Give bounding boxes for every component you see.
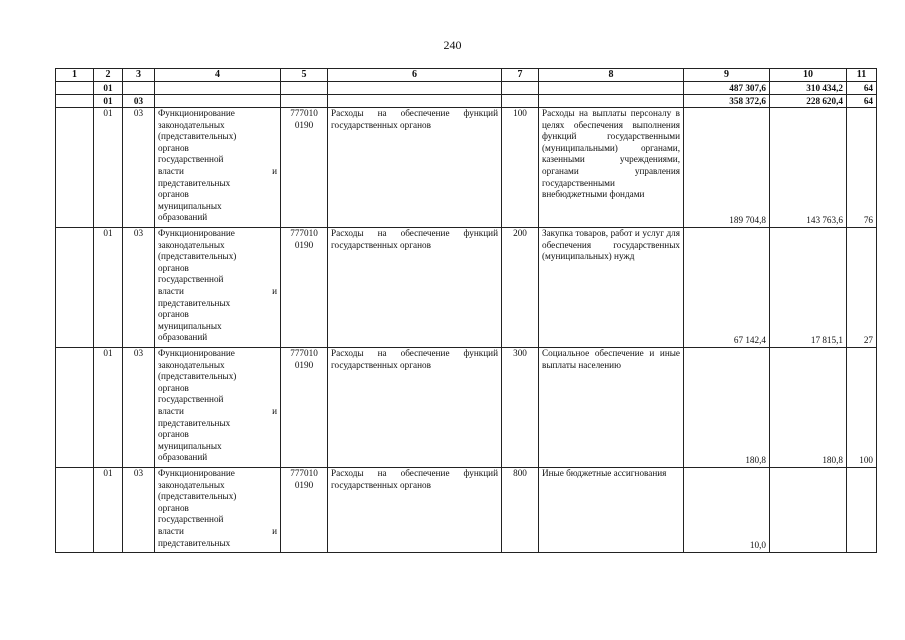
execution-percent <box>847 468 877 553</box>
summary-cell <box>281 82 328 95</box>
subsection-code: 03 <box>123 348 155 468</box>
subsection-code: 03 <box>123 108 155 228</box>
section-name-line: органов <box>158 189 189 200</box>
summary-cell <box>56 95 94 108</box>
section-name-line: муниципальных <box>158 320 222 331</box>
planned-amount: 10,0 <box>684 468 770 553</box>
section-name-line: образований <box>158 212 208 223</box>
summary-cell <box>328 95 502 108</box>
page-number: 240 <box>443 38 462 52</box>
section-name-line: власти и <box>158 405 277 416</box>
column-header: 6 <box>328 69 502 82</box>
section-name <box>155 228 281 348</box>
section-name-line: органов <box>158 429 189 440</box>
article-name: Расходы на обеспечение функций государственных органов <box>328 468 502 553</box>
execution-percent: 100 <box>847 348 877 468</box>
executed-amount: 310 434,2 <box>770 82 847 95</box>
table-cell <box>56 108 94 228</box>
section-name-line: органов <box>158 142 189 153</box>
summary-cell <box>539 82 684 95</box>
section-code: 01 <box>94 228 123 348</box>
expense-type-name: Закупка товаров, работ и услуг для обеспечения государственных (муниципальных) нужд <box>539 228 684 348</box>
section-name-line: образований <box>158 452 208 463</box>
column-header: 5 <box>281 69 328 82</box>
section-name-line: органов <box>158 309 189 320</box>
summary-row <box>56 82 877 95</box>
target-article-code <box>281 468 328 553</box>
code-line: 0190 <box>294 119 314 130</box>
summary-cell <box>539 95 684 108</box>
section-name-line: законодательных <box>158 239 225 250</box>
section-name-line: образований <box>158 332 208 343</box>
expense-type-code: 200 <box>502 228 539 348</box>
budget-table <box>55 68 877 553</box>
table-cell <box>56 228 94 348</box>
section-name-line: власти и <box>158 525 277 536</box>
table-row <box>56 228 877 348</box>
execution-percent: 76 <box>847 108 877 228</box>
section-name-line: (представительных) <box>158 251 237 262</box>
section-name-line: Функционирование <box>158 348 235 358</box>
code-line: 777010 <box>290 348 318 358</box>
section-name-line: власти и <box>158 285 277 296</box>
section-name-line: власти и <box>158 165 277 176</box>
column-header: 10 <box>770 69 847 82</box>
executed-amount: 143 763,6 <box>770 108 847 228</box>
planned-amount: 67 142,4 <box>684 228 770 348</box>
executed-amount: 228 620,4 <box>770 95 847 108</box>
column-header: 8 <box>539 69 684 82</box>
section-name-line: Функционирование <box>158 228 235 238</box>
column-header: 4 <box>155 69 281 82</box>
target-article-code <box>281 228 328 348</box>
section-code: 01 <box>94 82 123 95</box>
section-code: 01 <box>94 348 123 468</box>
summary-cell <box>502 82 539 95</box>
expense-type-code: 800 <box>502 468 539 553</box>
execution-percent: 64 <box>847 95 877 108</box>
section-name-line: государственной <box>158 154 224 165</box>
section-name-line: представительных <box>158 537 231 548</box>
section-name-line: (представительных) <box>158 131 237 142</box>
article-name: Расходы на обеспечение функций государственных органов <box>328 228 502 348</box>
section-name-line: Функционирование <box>158 108 235 118</box>
subsection-code <box>123 82 155 95</box>
summary-cell <box>502 95 539 108</box>
section-name-line: законодательных <box>158 479 225 490</box>
code-line: 777010 <box>290 468 318 478</box>
column-header: 11 <box>847 69 877 82</box>
summary-row <box>56 95 877 108</box>
code-line: 0190 <box>294 359 314 370</box>
section-name-line: представительных <box>158 417 231 428</box>
section-name <box>155 108 281 228</box>
section-name-line: законодательных <box>158 359 225 370</box>
executed-amount: 17 815,1 <box>770 228 847 348</box>
planned-amount: 358 372,6 <box>684 95 770 108</box>
header-row <box>56 69 877 82</box>
section-name-line: представительных <box>158 297 231 308</box>
column-header: 1 <box>56 69 94 82</box>
summary-cell <box>328 82 502 95</box>
summary-cell <box>155 95 281 108</box>
subsection-code: 03 <box>123 95 155 108</box>
section-name-line: органов <box>158 502 189 513</box>
section-name-line: органов <box>158 382 189 393</box>
column-header: 7 <box>502 69 539 82</box>
code-line: 777010 <box>290 108 318 118</box>
column-header: 9 <box>684 69 770 82</box>
expense-type-name: Социальное обеспечение и иные выплаты населению <box>539 348 684 468</box>
table-row <box>56 108 877 228</box>
article-name: Расходы на обеспечение функций государственных органов <box>328 348 502 468</box>
target-article-code <box>281 108 328 228</box>
section-name <box>155 468 281 553</box>
section-code: 01 <box>94 468 123 553</box>
planned-amount: 487 307,6 <box>684 82 770 95</box>
section-name-line: государственной <box>158 514 224 525</box>
expense-type-name: Иные бюджетные ассигнования <box>539 468 684 553</box>
section-name-line: представительных <box>158 177 231 188</box>
section-name-line: муниципальных <box>158 440 222 451</box>
subsection-code: 03 <box>123 228 155 348</box>
section-name-line: (представительных) <box>158 491 237 502</box>
summary-cell <box>56 82 94 95</box>
executed-amount <box>770 468 847 553</box>
expense-type-name: Расходы на выплаты персоналу в целях обеспечения выполнения функций государственными (муниципальными) органами, казенными учреждениями, органами управления государственными внебюджетными фондами <box>539 108 684 228</box>
section-code: 01 <box>94 95 123 108</box>
section-name-line: государственной <box>158 394 224 405</box>
table-cell <box>56 348 94 468</box>
summary-cell <box>281 95 328 108</box>
planned-amount: 180,8 <box>684 348 770 468</box>
section-name-line: государственной <box>158 274 224 285</box>
section-name-line: законодательных <box>158 119 225 130</box>
target-article-code <box>281 348 328 468</box>
article-name: Расходы на обеспечение функций государственных органов <box>328 108 502 228</box>
code-line: 0190 <box>294 239 314 250</box>
code-line: 777010 <box>290 228 318 238</box>
section-name-line: Функционирование <box>158 468 235 478</box>
subsection-code: 03 <box>123 468 155 553</box>
planned-amount: 189 704,8 <box>684 108 770 228</box>
expense-type-code: 300 <box>502 348 539 468</box>
expense-type-code: 100 <box>502 108 539 228</box>
column-header: 2 <box>94 69 123 82</box>
code-line: 0190 <box>294 479 314 490</box>
table-row <box>56 468 877 553</box>
section-name-line: муниципальных <box>158 200 222 211</box>
column-header: 3 <box>123 69 155 82</box>
section-name <box>155 348 281 468</box>
executed-amount: 180,8 <box>770 348 847 468</box>
table-row <box>56 348 877 468</box>
execution-percent: 64 <box>847 82 877 95</box>
execution-percent: 27 <box>847 228 877 348</box>
summary-cell <box>155 82 281 95</box>
table-cell <box>56 468 94 553</box>
section-name-line: (представительных) <box>158 371 237 382</box>
section-name-line: органов <box>158 262 189 273</box>
section-code: 01 <box>94 108 123 228</box>
